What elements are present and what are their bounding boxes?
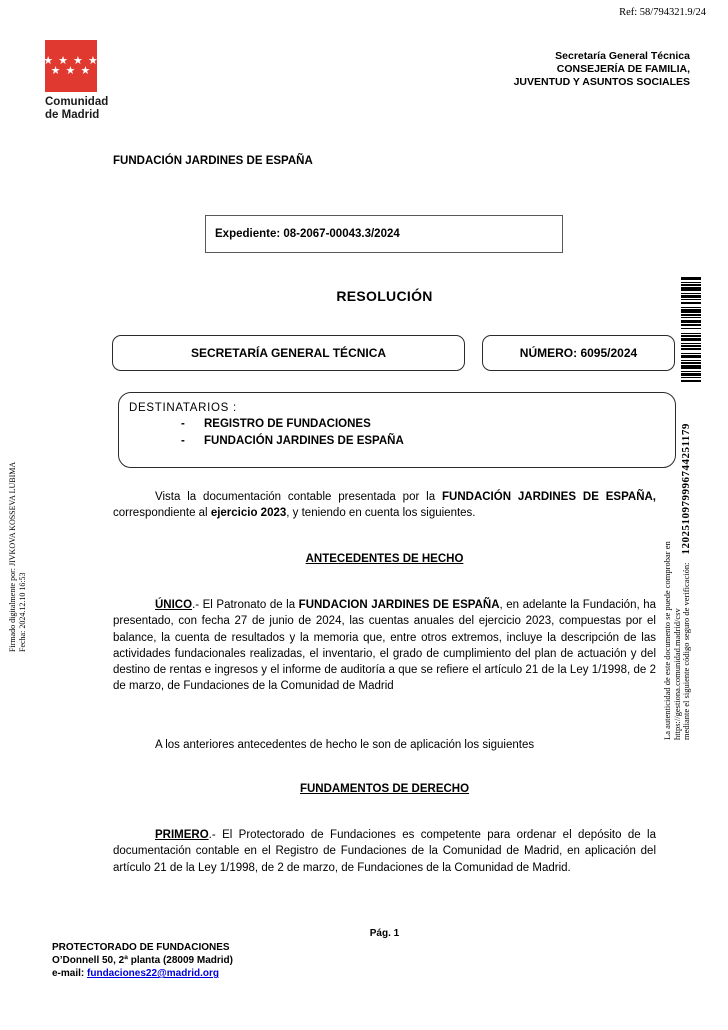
- signature-line-1: Firmado digitalmente por: JIVKOVA KOSSEVA LUBIMA: [8, 461, 17, 652]
- expediente-box: [205, 215, 563, 253]
- paragraph-aplicacion: A los anteriores antecedentes de hecho le son de aplicación los siguientes: [155, 739, 535, 751]
- footer-email-line: [52, 967, 233, 980]
- comunidad-madrid-logo: [43, 40, 109, 122]
- destinatarios-label: DESTINATARIOS :: [129, 402, 237, 414]
- verification-line-2: https://gestiona.comunidad.madrid/csv: [671, 608, 682, 740]
- footer-street: O’Donnell 50, 2ª planta (28009 Madrid): [52, 955, 233, 966]
- resolution-number: NÚMERO: 6095/2024: [519, 346, 638, 360]
- fundamentos-heading: FUNDAMENTOS DE DERECHO: [299, 783, 470, 795]
- secretaria-general-box: [112, 335, 465, 371]
- text-run: correspondiente al: [113, 507, 211, 520]
- text-run-bold-underline: ÚNICO: [155, 599, 193, 611]
- footer-org: PROTECTORADO DE FUNDACIONES: [52, 942, 230, 953]
- foundation-name: FUNDACIÓN JARDINES DE ESPAÑA: [113, 155, 313, 167]
- logo-stars-row-1: ★ ★ ★ ★: [43, 55, 99, 67]
- text-run: .- El Patronato de la: [192, 599, 299, 611]
- verification-stamp: [663, 388, 692, 740]
- madrid-flag-icon: [45, 40, 97, 92]
- destinatario-name: FUNDACIÓN JARDINES DE ESPAÑA: [204, 435, 404, 447]
- destinatario-item: [129, 433, 675, 450]
- logo-text-line-2: de Madrid: [45, 109, 100, 121]
- department-line-2: CONSEJERÍA DE FAMILIA,: [556, 63, 690, 75]
- destinatarios-list: [129, 416, 675, 450]
- destinatario-name: REGISTRO DE FUNDACIONES: [204, 418, 371, 430]
- text-run-bold: FUNDACIÓN JARDINES DE ESPAÑA,: [442, 491, 656, 503]
- resolution-title: RESOLUCIÓN: [336, 288, 433, 304]
- secretaria-general-label: SECRETARÍA GENERAL TÉCNICA: [190, 346, 387, 360]
- antecedentes-heading: ANTECEDENTES DE HECHO: [305, 553, 464, 565]
- paragraph-primero: [113, 827, 656, 876]
- footer-address: [52, 941, 233, 980]
- destinatario-item: [129, 416, 675, 433]
- reference-number: Ref: 58/794321.9/24: [619, 7, 706, 18]
- verification-label: mediante el siguiente código seguro de verificación:: [681, 562, 691, 740]
- verification-line-1: La autenticidad de este documento se puede comprobar en: [662, 541, 672, 740]
- email-link[interactable]: fundaciones22@madrid.org: [87, 968, 220, 979]
- text-run: , y teniendo en cuenta los siguientes.: [286, 507, 476, 520]
- paragraph-unico: [113, 597, 656, 695]
- text-run-bold: ejercicio 2023: [210, 507, 287, 520]
- email-label: e-mail:: [52, 968, 88, 979]
- destinatarios-box: [118, 392, 676, 468]
- resolution-number-box: [482, 335, 675, 371]
- logo-stars-row-2: ★ ★ ★: [50, 65, 92, 77]
- text-run: Vista la documentación contable presentada por la: [155, 491, 442, 503]
- text-run: .- El Protectorado de Fundaciones es competente para ordenar el depósito de la documentación contable en el Registro de Fundaciones de la Comunidad de Madrid, en aplicación del artículo 21 de la Ley 1/1998, de 2 de marzo, de Fundaciones de la Comunidad de Madrid.: [113, 829, 656, 874]
- expediente-number: Expediente: 08-2067-00043.3/2024: [215, 228, 400, 240]
- text-run-bold: FUNDACION JARDINES DE ESPAÑA: [298, 599, 500, 611]
- signature-line-2: Fecha: 2024.12.10 16:53: [17, 572, 27, 652]
- paragraph-vista: [113, 489, 656, 522]
- list-dash: -: [181, 418, 185, 430]
- text-run-bold-underline: PRIMERO: [155, 829, 209, 841]
- logo-wordmark: [45, 96, 109, 122]
- logo-text-line-1: Comunidad: [45, 96, 109, 108]
- text-run: , en adelante la Fundación, ha presentado, con fecha 27 de junio de 2024, las cuentas anuales del ejercicio 2023, compuestas por el balance, la cuenta de resultados y la memoria que, entre otros extremos, incluye la descripción de las actividades fundacionales realizadas, el inventario, el grado de cumplimiento del plan de actuación y del destino de rentas e ingresos y el informe de auditoría a que se refiere el artículo 21 de la Ley 1/1998, de 2 de marzo, de Fundaciones de la Comunidad de Madrid: [113, 599, 657, 693]
- csv-code: 1202510979996744251179: [680, 423, 692, 555]
- page-number: Pág. 1: [369, 928, 400, 939]
- barcode: [681, 277, 701, 385]
- department-line-1: Secretaría General Técnica: [555, 50, 690, 62]
- list-dash: -: [181, 435, 185, 447]
- digital-signature-stamp: [8, 382, 27, 652]
- issuing-department: [514, 50, 690, 89]
- department-line-3: JUVENTUD Y ASUNTOS SOCIALES: [513, 76, 690, 88]
- verification-line-3: [682, 388, 692, 740]
